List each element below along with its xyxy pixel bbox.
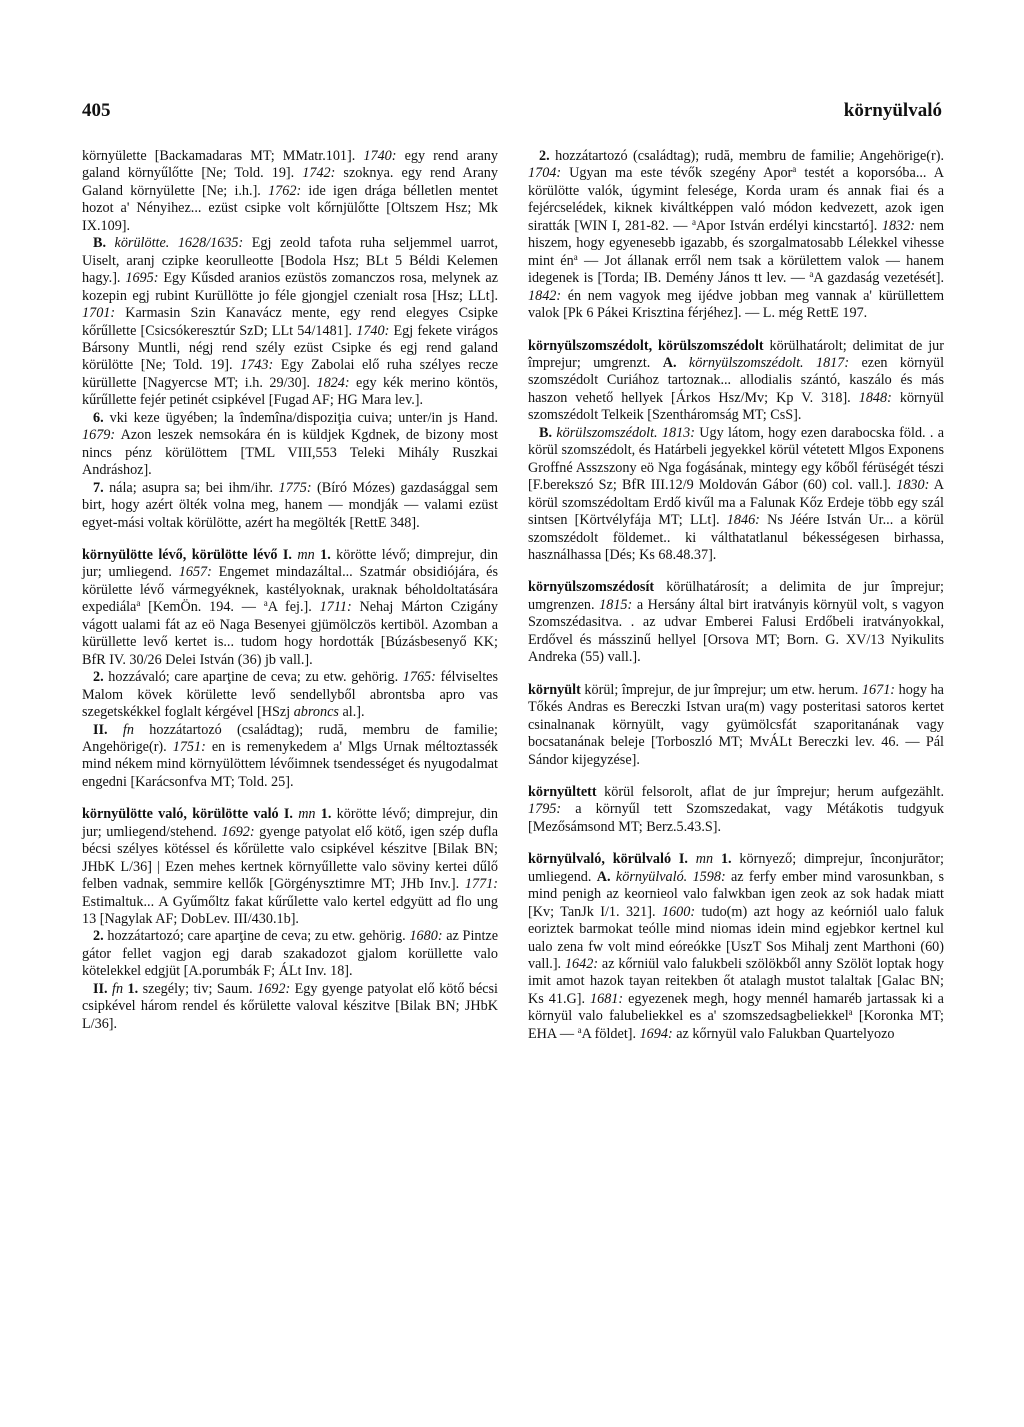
text-run: szoknya. egy rend Arany Galand környülette [Ne; i.h.].	[82, 165, 498, 199]
text-run: egy rend arany galand környűlőtte [Ne; Told. 19].	[82, 148, 498, 182]
footnote-marker: a	[792, 164, 797, 175]
entry-paragraph	[82, 547, 498, 669]
text-run: Azon leszek nemsokára én is küldjek Kgdnek, de bizony most nincs pénz körülöttem [TML VIII,553 Teleki Mihály Ruszkai Andráshoz].	[82, 427, 498, 479]
italic-run: 1740:	[356, 322, 390, 339]
text-run: en is remenykedem a' Mlgs Urnak méltoztassék mind nékem mind környülöttem lévőimnek tsendességet és nyugodalmat engedni [Karácsonfva MT; Told. 25].	[82, 738, 498, 790]
text-run: hogy ha Tőkés Andras es Bereczki Istvan ura(m) vagy posteritasi satoros kertet csinalnanak környült, vagy gyümölcsfát szaporitanának vagy bocsatanának beleje [Torboszló MT; MvÁLt Bereczki lev. 46. — Pál Sándor kijegyzése].	[528, 681, 944, 768]
text-run: Egj zeold tafota ruha seljemmel uarrot, Uiselt, aranj czipke keorulleotte [Bodola Hsz; BLt 5 Béldi Kelemen hagy.].	[82, 235, 498, 287]
text-run: körülhatárosít; a delimita de jur împrejur; umgrenzen.	[528, 579, 944, 613]
entry-paragraph	[82, 669, 498, 721]
italic-run: fn	[112, 980, 124, 997]
text-run: ide igen drága bélletlen mentet hozot a' Nényihez... ezüst csipke volt kőrnjülőtte [Oltszem Hsz; Mk IX.109].	[82, 182, 498, 234]
bold-run: környülszomszédolt, körülszomszédolt	[528, 337, 764, 354]
bold-run: környülötte való, körülötte való I.	[82, 806, 299, 823]
italic-run: 1795:	[528, 801, 562, 818]
footnote-marker: a	[692, 216, 697, 227]
text-run: környülette [Backamadaras MT; MMatr.101].	[82, 148, 364, 164]
footnote-marker: a	[809, 269, 814, 280]
bold-run: 2.	[93, 669, 109, 686]
text-run: Ugyan ma este tévők szegény Apor	[561, 165, 793, 182]
italic-run: 1694:	[639, 1025, 673, 1042]
entry-paragraph	[82, 235, 498, 410]
bold-run: 1.	[320, 806, 332, 823]
italic-run: 1743:	[240, 357, 274, 374]
italic-run: 1692:	[257, 980, 291, 997]
bold-run: környülszomszédosít	[528, 579, 655, 596]
entry-paragraph	[82, 410, 498, 480]
bold-run: környülötte lévő, körülötte lévő I.	[82, 546, 298, 563]
entry-paragraph	[82, 806, 498, 928]
text-run: nem hiszem, hogy egyenesebb igazabb, és szorgalmatosabb Lélekkel vihesse mint én	[528, 217, 944, 269]
italic-run: 1679:	[82, 427, 116, 444]
italic-run: 1711:	[319, 599, 352, 616]
text-run: Egy Kűsded aranios ezüstös zomanczos rosa, melynek az kozepin egj rubint Kurüllötte jo féle gjongjel czenialt rosa [Hsz; LLt].	[82, 270, 498, 304]
italic-run: abroncs	[293, 704, 339, 721]
bold-run: B.	[539, 424, 557, 441]
text-run: félviseltes Malom kövek körülette levő sendellyből abrontsba apro vas szegetskékkel foglalt kérgével [HSzj	[82, 669, 499, 721]
text-run: A körül szomszédoltam Erdő kivűl ma a Falunak Kőz Erdeje több egy szál sintsen [Körtvélyfája MT; LLt].	[528, 477, 944, 529]
italic-run: körülötte. 1628/1635:	[114, 235, 244, 252]
bold-run: 7.	[93, 479, 110, 496]
bold-run: 1.	[720, 851, 732, 868]
italic-run: 1704:	[528, 165, 562, 182]
text-run: A földet].	[581, 1025, 640, 1042]
entry-paragraph	[528, 784, 944, 836]
italic-run: 1642:	[564, 956, 599, 973]
italic-run: 1657:	[178, 564, 212, 581]
italic-run: 1600:	[661, 903, 696, 920]
text-run: tudo(m) azt hogy az keórniól ualo faluk eoriztek barmokat teólle mind niomas idein mind egjebkor kertnel kul ualo zena fw volt mind eóreókke [UszT Sos Mihalj zent Marthoni (60) vall.].	[528, 903, 944, 973]
bold-run: 2.	[539, 148, 556, 164]
text-run: egy kék merino köntös, kűrűllette fejér petinét csipkével [Fugad AF; HG Mara lev.].	[82, 374, 498, 409]
text-run: az kőrniül valo falukbeli szölökből anny Szölöt loptak hogy imit amot hazok tayan reitekben őt atalagh mustot talaltak [Galac BN; Ks 41.G].	[528, 956, 944, 1007]
italic-run: 1815:	[599, 596, 633, 613]
bold-run: környülvaló, körülvaló I.	[528, 851, 696, 868]
text-run: (Bíró Mózes) gazdasággal sem birt, hogy azért ölték volna meg, hanem — mondják — valami ezüst egyet-mási voltak körülötte, azért ha megölték [RettE 348].	[82, 479, 498, 531]
entry-paragraph	[82, 928, 498, 980]
entry-paragraph	[528, 148, 944, 323]
text-run: körülhatárolt; delimitat de jur împrejur; umgrenzt.	[528, 337, 944, 371]
text-run: környező; dimprejur, înconjurător; umliegend.	[528, 851, 944, 885]
entry-paragraph	[82, 981, 498, 1033]
italic-run: 1842:	[528, 287, 562, 304]
italic-run: 1846:	[726, 512, 760, 529]
text-run: körötte lévő; dimprejur, din jur; umliegend/stehend.	[82, 806, 499, 840]
bold-run: 1.	[127, 980, 139, 997]
text-run: Apor István erdélyi kincstartó].	[696, 217, 882, 234]
entry-paragraph	[528, 579, 944, 666]
text-run: én nem vagyok meg ijédve jobban meg vannak a' kürüllettem valok [Pk 6 Pákei Krisztina férjéhez]. — L. még RettE 197.	[528, 287, 944, 322]
text-run: Ns Jéére István Ur... a körül szomszédolt földemet.. ki válthatatlanul békességesen birhassa, használhassa [Dés; Ks 68.48.37].	[528, 512, 944, 563]
footnote-marker: a	[573, 251, 578, 262]
italic-run: 1775:	[278, 479, 312, 496]
italic-run: 1762:	[268, 182, 302, 199]
bold-run: 1.	[320, 546, 331, 563]
bold-run: B.	[93, 235, 115, 252]
italic-run: 1742:	[302, 165, 336, 182]
italic-run: környülvaló. 1598:	[615, 868, 726, 885]
text-run: az kőrnyül valo Falukban Quartelyozo	[672, 1025, 895, 1042]
page-number: 405	[82, 100, 111, 121]
text-run: a Hersány által birt iratványis környül volt, s vagyon Szomszédasitva. . az udvar Emberei Falusi Erdőbeli iratványokkal, Erdővel és másszinű hellyel [Orsova MT; Born. G. XV/13 Nyikulits Andreka (55) vall.].	[528, 596, 944, 666]
text-run: [Koronka MT; EHA —	[528, 1008, 945, 1042]
italic-run: 1771:	[464, 876, 498, 893]
text-run: vki keze ügyében; la îndemîna/dispoziţia cuiva; unter/in js Hand.	[109, 409, 498, 426]
bold-run: környültett	[528, 783, 597, 800]
text-run: hozzátartozó (családtag); rudă, membru de familie; Angehörige(r).	[82, 721, 498, 755]
entry-paragraph	[528, 851, 944, 1043]
entry-paragraph	[82, 148, 498, 235]
footnote-marker: a	[136, 598, 141, 609]
entry-paragraph	[528, 682, 944, 769]
text-run: hozzátartozó (családtag); rudă, membru de familie; Angehörige(r).	[555, 148, 944, 164]
text-run: a környűl tett Szomszedakat, vagy Métákotis tudgyuk [Mezősámsond MT; Berz.5.43.S].	[528, 801, 944, 835]
italic-run: mn	[297, 546, 315, 563]
italic-run: fn	[122, 721, 134, 738]
italic-run: környülszomszédolt. 1817:	[688, 354, 850, 371]
left-column	[82, 148, 498, 1033]
italic-run: 1740:	[363, 148, 397, 164]
italic-run: 1695:	[125, 270, 159, 287]
text-run	[713, 851, 721, 867]
bold-run: II.	[93, 721, 123, 738]
text-run: szegély; tiv; Saum.	[138, 980, 258, 997]
page-header	[82, 100, 942, 130]
italic-run: 1680:	[409, 928, 443, 945]
text-run: — Jot állanak erről nem tsak a körülettem valok — hanem idegenek is [Torda; IB. Demény János tt lev. —	[528, 252, 944, 287]
running-head: környülvaló	[843, 100, 942, 121]
text-run: nála; asupra sa; bei ihm/ihr.	[109, 479, 279, 496]
italic-run: mn	[695, 851, 714, 868]
text-run: Ugy látom, hogy ezen darabocska föld. . a körül szomszédolt, és Határbeli jegyekkel körül vétetett Mlgos Exponens Groffné Asszszony eö Nga fogásának, mintegy egy kőből férüségét tészi [F.berekszó Sz; BfR III.12/9 Moldován Gábor (60) col. vall.].	[528, 424, 945, 494]
bold-run: A.	[596, 868, 616, 885]
text-run: gyenge patyolat elő kötő, igen szép dufla bécsi szélyes kötéssel és kőrülette valo csipkével készitve [Bilak BN; JHbK L/36] | Ezen mehes kertnek környűllette valo söviny kertei dűlő felben vadnak, semmire kellők [Görgénysztimre MT; JHb Inv.].	[82, 823, 498, 893]
italic-run: körülszomszédolt. 1813:	[556, 424, 695, 441]
entry-paragraph	[528, 338, 944, 425]
text-run: Egj fekete virágos Bársony Muntli, négj rend szély ezüst Csipke és egj rend galand körülötte [Ne; Told. 19].	[82, 322, 498, 374]
text-run: az Pintze gátor fellet vagjon egj darab szakadozot gjalom korüllette valo kötelekkel edgjüt [A.porumbák F; ÁLt Inv. 18].	[82, 928, 499, 980]
text-run: körül; împrejur, de jur împrejur; um etw. herum.	[580, 681, 862, 698]
text-run: Engemet mindazáltal... Szatmár obsidiójára, és körülette lévő vármegyéknek, kastélyoknak, uraknak béholdoltatására expediála	[82, 564, 498, 616]
italic-run: 1765:	[402, 669, 436, 686]
entry-paragraph	[528, 425, 944, 565]
footnote-marker: a	[577, 1024, 582, 1035]
bold-run: A.	[662, 354, 689, 371]
text-run: Egy gyenge patyolat elő kötő bécsi csipkével három rendel és kőrülette valoval készitve [Bilak BN; JHbK L/36].	[82, 980, 498, 1032]
italic-run: 1701:	[82, 305, 116, 322]
text-run: A fej.].	[267, 599, 320, 616]
italic-run: 1832:	[881, 217, 915, 234]
text-run: testét a koporsóba... A körülötte valók, úgymint felesége, Korda uram és annak fiai és a fejércselédek, kiknek kiváltképpen való módon kedvezett, azok igen siratták [WIN I, 281-82. —	[528, 165, 944, 234]
italic-run: mn	[298, 806, 316, 823]
text-run: ezen környül szomszédolt Curiához tartoznak... allodialis szántó, kaszálo és más haszon vehető hellyek [Árkos Hsz/Mv; Kp V. 318].	[528, 354, 945, 406]
text-run: hozzávaló; care aparţine de ceva; zu etw. gehörig.	[108, 669, 403, 686]
text-run: körötte lévő; dimprejur, din jur; umliegend.	[82, 546, 499, 581]
footnote-marker: a	[848, 1007, 853, 1018]
bold-run: II.	[93, 980, 113, 997]
italic-run: 1830:	[896, 477, 930, 494]
text-run: az ferfy ember mind varosunkban, s mind penigh az keornieol valo falwkban igen zeok az sok hadak miatt [Kv; TanJk I/1. 321].	[528, 868, 945, 920]
right-column	[528, 148, 944, 1043]
text-run: A gazdaság vezetését].	[813, 270, 944, 287]
text-run: egyezenek megh, hogy mennél hamaréb jartassak ki a környül valo falubeliekkel es a' szomszedsagbeliekkel	[528, 990, 944, 1025]
text-run: hozzátartozó; care aparţine de ceva; zu etw. gehörig.	[107, 928, 410, 945]
italic-run: 1848:	[858, 389, 892, 406]
text-run: Nehaj Márton Czigány vágott ualami fát az eö Naga Besenyei gjümölczös kertiböl. Azomban a kürüllette levő kertet is... tudom hogy hordották [Búzásbesenyő KK; BfR IV. 30/26 Delei István (36) jb vall.].	[82, 599, 498, 668]
bold-run: 2.	[93, 928, 108, 945]
bold-run: 6.	[93, 409, 110, 426]
text-run: Karmasin Szin Kanavácz mente, egy rend elegyes Csipke kőrűllette [Csicsókeresztúr SzD; LLt 54/1481].	[82, 305, 498, 339]
italic-run: 1681:	[590, 990, 624, 1007]
bold-run: környült	[528, 681, 581, 698]
text-run: al.].	[338, 704, 365, 721]
text-run: [KemÖn. 194. —	[140, 599, 264, 616]
italic-run: 1692:	[221, 823, 255, 840]
text-run: Egy Zabolai elő ruha szélyes recze kürüllette [Nagyercse MT; i.h. 29/30].	[82, 357, 499, 391]
text-run: körül felsorolt, aflat de jur împrejur; herum aufgezählt.	[596, 783, 944, 800]
entry-paragraph	[82, 722, 498, 792]
text-run: Estimaltuk... A Gyűmőltz fakat kűrűlette valo kertel edgyütt ad flo ung 13 [Nagylak AF; DobLev. III/430.1b].	[82, 893, 498, 928]
text-run: környül szomszédolt Telkeik [Szentháromság MT; CsS].	[528, 389, 944, 424]
italic-run: 1824:	[316, 374, 350, 391]
italic-run: 1751:	[172, 738, 206, 755]
footnote-marker: a	[263, 598, 268, 609]
entry-paragraph	[82, 480, 498, 532]
italic-run: 1671:	[861, 681, 896, 698]
